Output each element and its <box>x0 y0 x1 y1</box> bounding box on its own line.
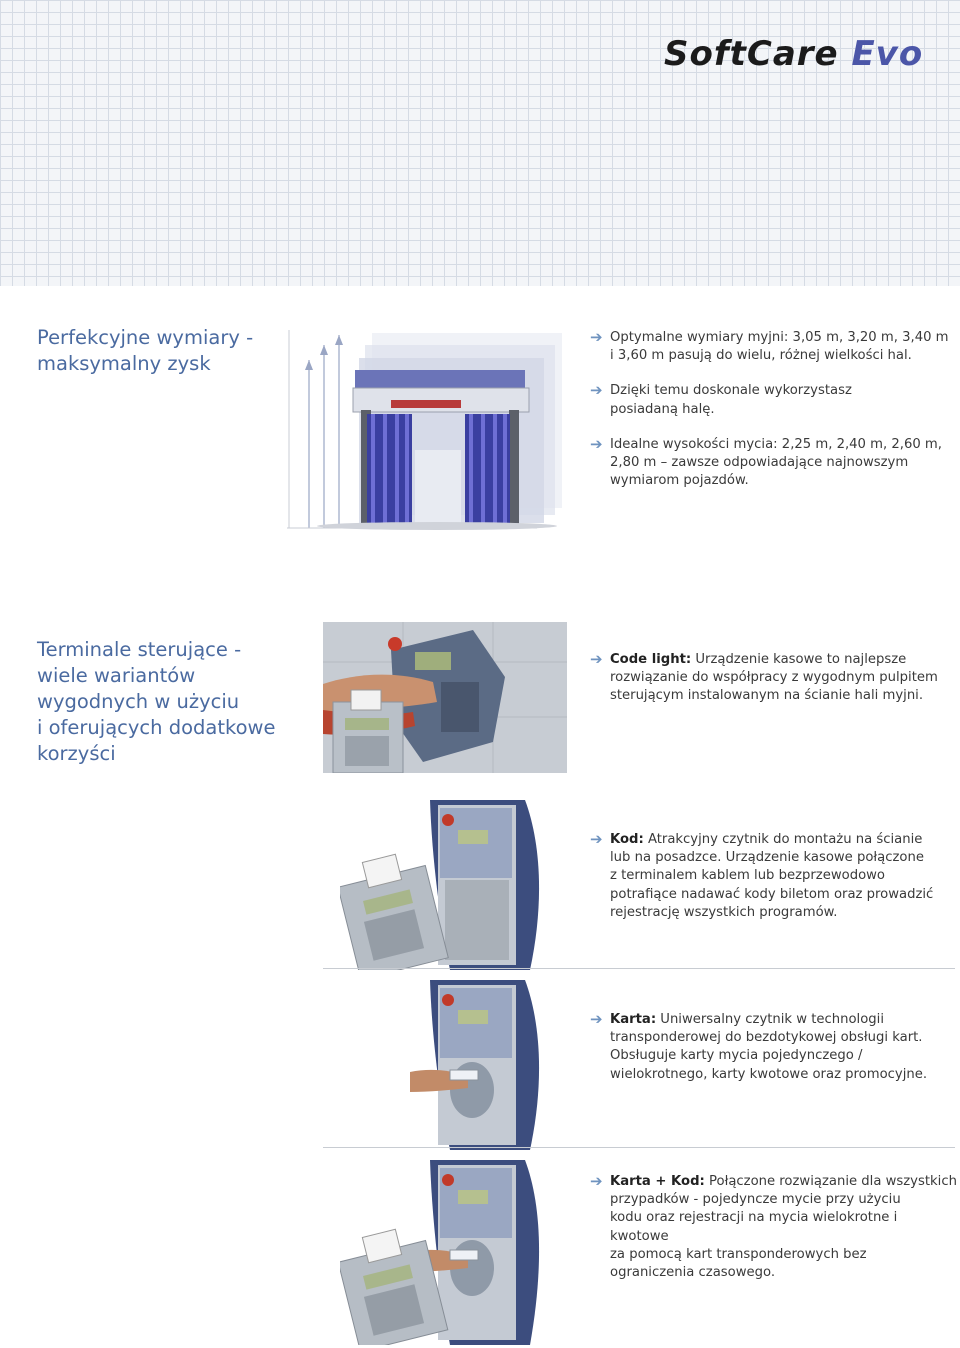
list-item: ➔ Optymalne wymiary myjni: 3,05 m, 3,20 m, 3,40 m i 3,60 m pasują do wielu, różnej wielkości hal. <box>590 328 949 364</box>
list-item: ➔ Kod: Atrakcyjny czytnik do montażu na ścianie lub na posadzce. Urządzenie kasowe połączone z terminalem kablem lub bezprzewodowo potrafiące nadawać kody biletom oraz prowadzić rejestrację wszystkich programów. <box>590 830 934 920</box>
list-item: ➔ Idealne wysokości mycia: 2,25 m, 2,40 m, 2,60 m, 2,80 m – zawsze odpowiadające najnowszym wymiarom pojazdów. <box>590 434 942 489</box>
list-item: ➔ Karta + Kod: Połączone rozwiązanie dla wszystkich przypadków - pojedyncze mycie przy użyciu kodu oraz rejestracji na mycia wielokrotne i kwotowe za pomocą kart transponderowych bez ograniczenia czasowego. <box>590 1172 957 1281</box>
arrow-right-icon: ➔ <box>590 650 603 668</box>
kod-terminal-image <box>340 800 550 970</box>
arrow-right-icon: ➔ <box>590 1172 603 1190</box>
terminal-karta-kod <box>590 1173 960 1282</box>
list-item: ➔ Karta: Uniwersalny czytnik w technologii transponderowej do bezdotykowej obsługi kart. Obsługuje karty mycia pojedynczego / wielokrotnego, karty kwotowe oraz promocyjne. <box>590 1010 928 1082</box>
karta-terminal-image <box>410 980 550 1150</box>
arrow-right-icon: ➔ <box>590 434 603 453</box>
terminal-code-light <box>590 651 938 706</box>
carwash-dimensions-image <box>287 330 587 530</box>
terminal-karta <box>590 1011 927 1084</box>
karta-kod-terminal-image <box>340 1160 550 1345</box>
list-item: ➔ Dzięki temu doskonale wykorzystasz posiadaną halę. <box>590 381 852 417</box>
section-divider <box>323 1147 955 1148</box>
brand-logo: SoftCare Evo <box>664 34 924 74</box>
arrow-right-icon: ➔ <box>590 830 603 848</box>
terminal-kod <box>590 831 933 922</box>
list-item: ➔ Code light: Urządzenie kasowe to najlepsze rozwiązanie do współpracy z wygodnym pulpitem sterującym instalowanym na ścianie hali myjni. <box>590 650 938 704</box>
dimensions-bullet-list <box>590 329 949 490</box>
code-light-terminal-image <box>323 622 567 773</box>
section-heading-terminals: Terminale sterujące - wiele wariantów wygodnych w użyciu i oferujących dodatkowe korzyści <box>37 638 276 765</box>
arrow-right-icon: ➔ <box>590 381 603 400</box>
arrow-right-icon: ➔ <box>590 328 603 346</box>
arrow-right-icon: ➔ <box>590 1010 603 1028</box>
section-heading-dimensions: Perfekcyjne wymiary - maksymalny zysk <box>37 326 254 375</box>
section-divider <box>323 968 955 969</box>
